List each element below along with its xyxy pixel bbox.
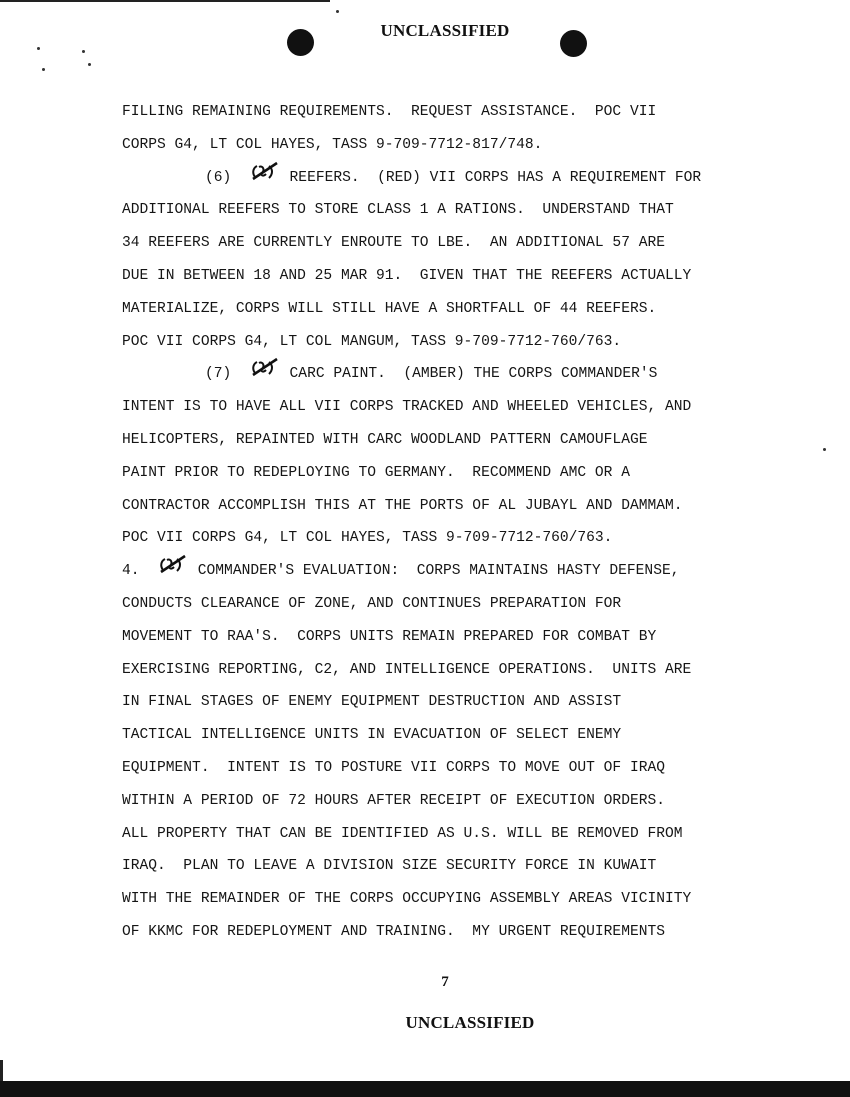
scan-speck — [37, 47, 40, 50]
body-line: CORPS G4, LT COL HAYES, TASS 9-709-7712-817/748. — [122, 136, 543, 153]
body-line: OF KKMC FOR REDEPLOYMENT AND TRAINING. MY URGENT REQUIREMENTS — [122, 923, 665, 940]
body-line: IN FINAL STAGES OF ENEMY EQUIPMENT DESTRUCTION AND ASSIST — [122, 694, 622, 711]
body-line: WITH THE REMAINDER OF THE CORPS OCCUPYING ASSEMBLY AREAS VICINITY — [122, 891, 692, 908]
body-line: INTENT IS TO HAVE ALL VII CORPS TRACKED AND WHEELED VEHICLES, AND — [122, 399, 692, 416]
paragraph-number: 4. — [122, 563, 140, 580]
page-number: 7 — [441, 974, 449, 990]
scan-edge-left — [0, 1060, 3, 1082]
body-line: HELICOPTERS, REPAINTED WITH CARC WOODLAND PATTERN CAMOUFLAGE — [122, 431, 648, 448]
scan-speck — [42, 68, 45, 71]
body-line: POC VII CORPS G4, LT COL HAYES, TASS 9-709-7712-760/763. — [122, 530, 613, 547]
body-line — [122, 555, 812, 588]
punch-hole-left — [287, 29, 314, 56]
classification-marking — [249, 363, 281, 377]
paragraph-lead-text: CARC PAINT. (AMBER) THE CORPS COMMANDER'S — [280, 366, 658, 383]
body-line: ALL PROPERTY THAT CAN BE IDENTIFIED AS U.S. WILL BE REMOVED FROM — [122, 825, 683, 842]
document-body — [122, 96, 812, 949]
paragraph-number: (7) — [205, 366, 232, 383]
body-line: TACTICAL INTELLIGENCE UNITS IN EVACUATION OF SELECT ENEMY — [122, 727, 622, 744]
body-line — [122, 358, 812, 391]
body-line: DUE IN BETWEEN 18 AND 25 MAR 91. GIVEN THAT THE REEFERS ACTUALLY — [122, 267, 692, 284]
body-line: EXERCISING REPORTING, C2, AND INTELLIGENCE OPERATIONS. UNITS ARE — [122, 661, 692, 678]
scan-speck — [823, 448, 826, 451]
body-line: WITHIN A PERIOD OF 72 HOURS AFTER RECEIPT OF EXECUTION ORDERS. — [122, 792, 665, 809]
footer-classification: UNCLASSIFIED — [405, 1013, 535, 1032]
body-line: MATERIALIZE, CORPS WILL STILL HAVE A SHORTFALL OF 44 REEFERS. — [122, 300, 657, 317]
punch-hole-right — [560, 30, 587, 57]
body-line — [122, 162, 812, 195]
scan-speck — [88, 63, 91, 66]
header-classification: UNCLASSIFIED — [380, 21, 510, 40]
body-line: ADDITIONAL REEFERS TO STORE CLASS 1 A RATIONS. UNDERSTAND THAT — [122, 202, 674, 219]
body-line: IRAQ. PLAN TO LEAVE A DIVISION SIZE SECURITY FORCE IN KUWAIT — [122, 858, 657, 875]
classification-marking — [249, 167, 281, 181]
scan-edge-bottom — [0, 1081, 850, 1097]
scan-edge-top — [0, 0, 330, 2]
classification-marking — [157, 560, 189, 574]
body-line: POC VII CORPS G4, LT COL MANGUM, TASS 9-709-7712-760/763. — [122, 333, 622, 350]
paragraph-number: (6) — [205, 169, 232, 186]
body-line: PAINT PRIOR TO REDEPLOYING TO GERMANY. RECOMMEND AMC OR A — [122, 464, 630, 481]
body-line: FILLING REMAINING REQUIREMENTS. REQUEST ASSISTANCE. POC VII — [122, 104, 657, 120]
scan-speck — [336, 10, 339, 13]
body-line: 34 REEFERS ARE CURRENTLY ENROUTE TO LBE. AN ADDITIONAL 57 ARE — [122, 235, 665, 252]
body-line: EQUIPMENT. INTENT IS TO POSTURE VII CORPS TO MOVE OUT OF IRAQ — [122, 759, 665, 776]
body-line: MOVEMENT TO RAA'S. CORPS UNITS REMAIN PREPARED FOR COMBAT BY — [122, 628, 657, 645]
body-line: CONDUCTS CLEARANCE OF ZONE, AND CONTINUES PREPARATION FOR — [122, 595, 622, 612]
body-line: CONTRACTOR ACCOMPLISH THIS AT THE PORTS OF AL JUBAYL AND DAMMAM. — [122, 497, 683, 514]
paragraph-lead-text: COMMANDER'S EVALUATION: CORPS MAINTAINS HASTY DEFENSE, — [189, 563, 680, 580]
paragraph-lead-text: REEFERS. (RED) VII CORPS HAS A REQUIREMENT FOR — [280, 169, 702, 186]
scan-speck — [82, 50, 85, 53]
